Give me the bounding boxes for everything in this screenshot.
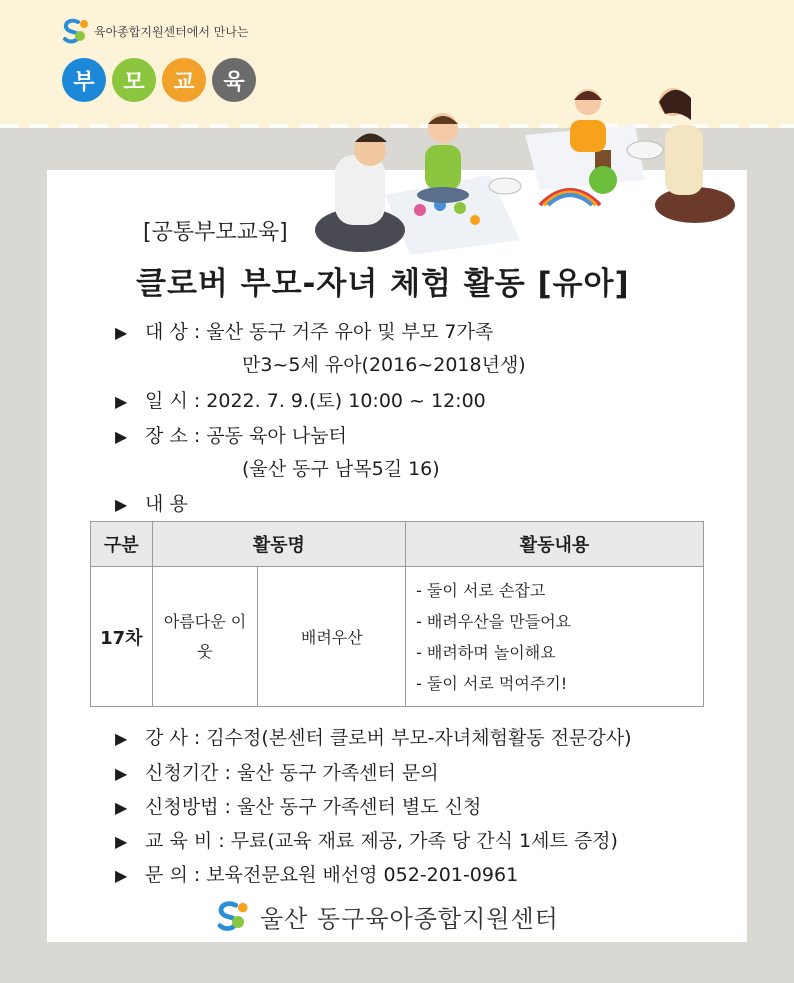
date-value: 2022. 7. 9.(토) 10:00 ~ 12:00 bbox=[206, 390, 486, 412]
period-value: 울산 동구 가족센터 문의 bbox=[236, 762, 439, 784]
info-place: ▶ 장 소 : 공동 육아 나눔터 bbox=[115, 421, 347, 448]
table-row bbox=[91, 567, 704, 707]
info-fee: ▶ 교 육 비 : 무료(교육 재료 제공, 가족 당 간식 1세트 증정) bbox=[115, 826, 618, 853]
badge-gyo: 교 bbox=[162, 58, 206, 102]
theme-cell: 아름다운 이웃 bbox=[152, 567, 258, 707]
col-header-category: 구분 bbox=[91, 522, 153, 567]
page-title: 클로버 부모-자녀 체험 활동 [유아] bbox=[136, 266, 630, 302]
arrow-icon: ▶ bbox=[115, 495, 128, 514]
session-cell: 17차 bbox=[91, 567, 153, 707]
badge-yuk: 육 bbox=[212, 58, 256, 102]
family-painting-illustration bbox=[315, 80, 735, 255]
target-label: 대 상 bbox=[145, 321, 188, 343]
arrow-icon: ▶ bbox=[115, 866, 128, 885]
content-label: 내 용 bbox=[145, 493, 188, 515]
info-content bbox=[115, 489, 188, 516]
activity-table bbox=[90, 521, 704, 707]
table-header-row bbox=[91, 522, 704, 567]
header-logo bbox=[60, 16, 249, 46]
contact-value: 보육전문요원 배선영 052-201-0961 bbox=[206, 864, 519, 886]
place-address: (울산 동구 남목5길 16) bbox=[242, 458, 440, 480]
target-age: 만3~5세 유아(2016~2018년생) bbox=[242, 354, 526, 376]
parent-education-badges bbox=[62, 58, 256, 102]
content-item: - 배려우산을 만들어요 bbox=[416, 611, 572, 631]
info-contact: ▶ 문 의 : 보육전문요원 배선영 052-201-0961 bbox=[115, 860, 518, 887]
info-target: ▶ 대 상 : 울산 동구 거주 유아 및 부모 7가족 bbox=[115, 317, 493, 344]
arrow-icon: ▶ bbox=[115, 392, 128, 411]
activity-cell: 배려우산 bbox=[258, 567, 406, 707]
arrow-icon: ▶ bbox=[115, 323, 128, 342]
content-cell bbox=[406, 567, 704, 707]
info-instructor: ▶ 강 사 : 김수정(본센터 클로버 부모-자녀체험활동 전문강사) bbox=[115, 723, 632, 750]
fee-value: 무료(교육 재료 제공, 가족 당 간식 1세트 증정) bbox=[230, 830, 618, 852]
info-date: ▶ 일 시 : 2022. 7. 9.(토) 10:00 ~ 12:00 bbox=[115, 386, 486, 413]
date-label: 일 시 bbox=[145, 390, 188, 412]
place-value: 공동 육아 나눔터 bbox=[206, 425, 347, 447]
center-logo-icon bbox=[60, 16, 90, 46]
content-item: - 둘이 서로 손잡고 bbox=[416, 580, 546, 600]
content-item: - 배려하며 놀이해요 bbox=[416, 642, 556, 662]
footer-org-name: 울산 동구육아종합지원센터 bbox=[260, 904, 559, 933]
col-header-activity-name: 활동명 bbox=[152, 522, 405, 567]
badge-bu: 부 bbox=[62, 58, 106, 102]
place-label: 장 소 bbox=[145, 425, 188, 447]
method-label: 신청방법 bbox=[145, 796, 219, 818]
info-method: ▶ 신청방법 : 울산 동구 가족센터 별도 신청 bbox=[115, 792, 481, 819]
col-header-activity-content: 활동내용 bbox=[406, 522, 704, 567]
instructor-value: 김수정(본센터 클로버 부모-자녀체험활동 전문강사) bbox=[206, 727, 632, 749]
arrow-icon: ▶ bbox=[115, 798, 128, 817]
arrow-icon: ▶ bbox=[115, 729, 128, 748]
instructor-label: 강 사 bbox=[145, 727, 188, 749]
contact-label: 문 의 bbox=[145, 864, 188, 886]
content-item: - 둘이 서로 먹여주기! bbox=[416, 673, 568, 693]
subtitle: [공통부모교육] bbox=[143, 220, 288, 245]
period-label: 신청기간 bbox=[145, 762, 219, 784]
info-period: ▶ 신청기간 : 울산 동구 가족센터 문의 bbox=[115, 758, 439, 785]
arrow-icon: ▶ bbox=[115, 764, 128, 783]
target-value: 울산 동구 거주 유아 및 부모 7가족 bbox=[206, 321, 494, 343]
arrow-icon: ▶ bbox=[115, 427, 128, 446]
footer-logo bbox=[212, 898, 559, 934]
arrow-icon: ▶ bbox=[115, 832, 128, 851]
header-tagline: 육아종합지원센터에서 만나는 bbox=[94, 24, 249, 39]
badge-mo: 모 bbox=[112, 58, 156, 102]
method-value: 울산 동구 가족센터 별도 신청 bbox=[236, 796, 482, 818]
center-logo-icon bbox=[212, 898, 252, 934]
fee-label: 교 육 비 bbox=[145, 830, 213, 852]
